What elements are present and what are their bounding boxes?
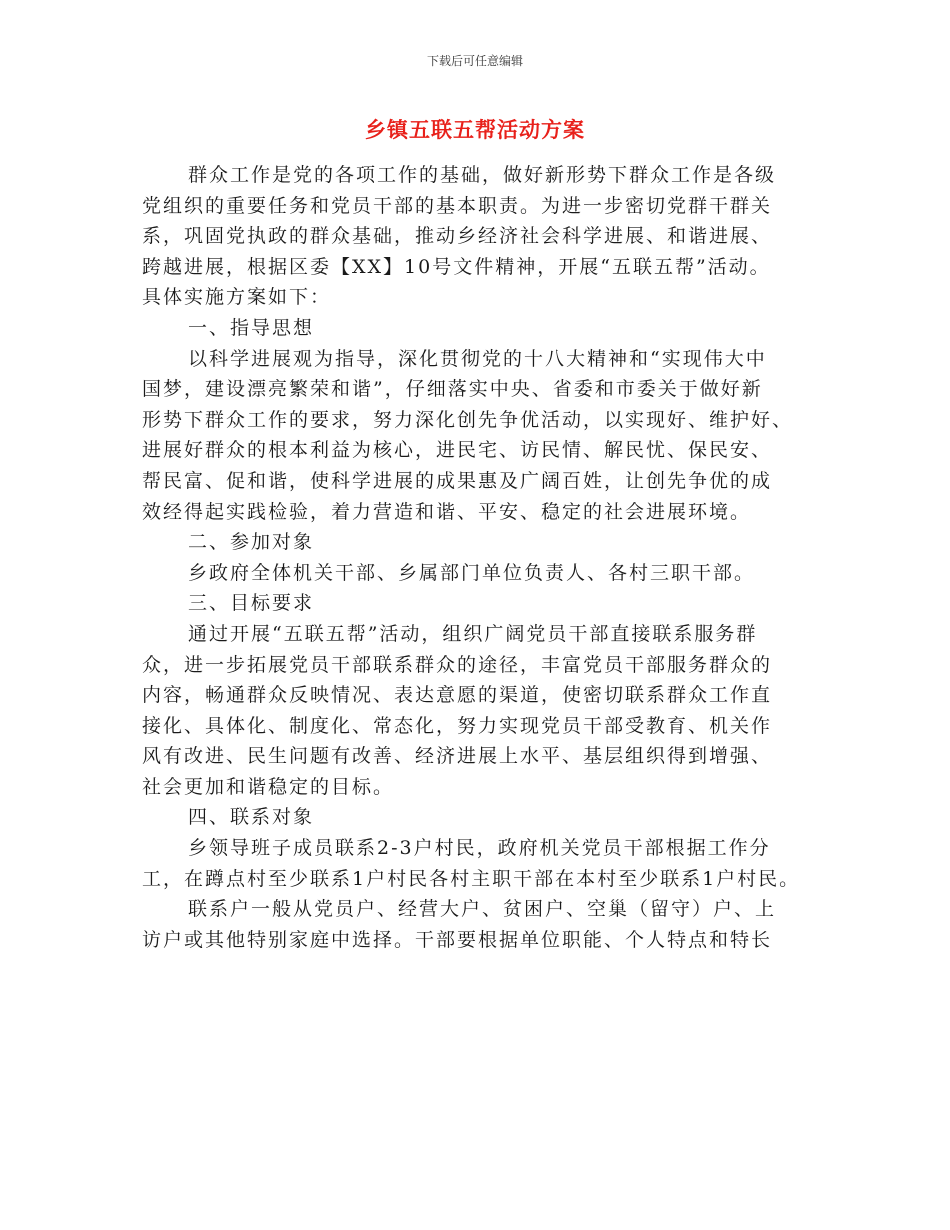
header-note: 下载后可任意编辑 xyxy=(426,54,523,68)
body-line: 跨越进展，根据区委【XX】10号文件精神，开展“五联五帮”活动。 xyxy=(142,255,771,278)
body-line: 访户或其他特别家庭中选择。干部要根据单位职能、个人特点和特长 xyxy=(142,928,773,951)
body-line: 群众工作是党的各项工作的基础，做好新形势下群众工作是各级 xyxy=(188,164,777,186)
body-line: 众，进一步拓展党员干部联系群众的途径，丰富党员干部服务群众的 xyxy=(142,653,773,676)
body-line: 三、目标要求 xyxy=(188,592,315,615)
body-line: 形势下群众工作的要求，努力深化创先争优活动，以实现好、维护好、 xyxy=(142,408,794,431)
body-line: 以科学进展观为指导，深化贯彻党的十八大精神和“实现伟大中 xyxy=(188,347,767,370)
body-line: 工，在蹲点村至少联系1户村民各村主职干部在本村至少联系1户村民。 xyxy=(142,867,801,890)
body-line: 进展好群众的根本利益为核心，进民宅、访民情、解民忧、保民安、 xyxy=(142,439,773,462)
body-line: 党组织的重要任务和党员干部的基本职责。为进一步密切党群干群关 xyxy=(142,194,773,217)
body-line: 乡政府全体机关干部、乡属部门单位负责人、各村三职干部。 xyxy=(188,561,756,584)
body-line: 联系户一般从党员户、经营大户、贫困户、空巢（留守）户、上 xyxy=(188,898,777,921)
body-line: 具体实施方案如下： xyxy=(142,286,332,309)
document-body xyxy=(142,160,822,955)
body-line: 社会更加和谐稳定的目标。 xyxy=(142,775,395,798)
body-line: 二、参加对象 xyxy=(188,531,315,554)
body-line: 乡领导班子成员联系2-3户村民，政府机关党员干部根据工作分 xyxy=(188,837,771,860)
document-title: 乡镇五联五帮活动方案 xyxy=(365,117,585,142)
body-line: 一、指导思想 xyxy=(188,316,315,339)
body-line: 系，巩固党执政的群众基础，推动乡经济社会科学进展、和谐进展、 xyxy=(142,225,773,248)
body-line: 帮民富、促和谐，使科学进展的成果惠及广阔百姓，让创先争优的成 xyxy=(142,469,773,492)
body-line: 四、联系对象 xyxy=(188,806,315,829)
body-line: 通过开展“五联五帮”活动，组织广阔党员干部直接联系服务群 xyxy=(188,622,758,645)
body-line: 效经得起实践检验，着力营造和谐、平安、稳定的社会进展环境。 xyxy=(142,500,752,523)
body-line: 内容，畅通群众反映情况、表达意愿的渠道，使密切联系群众工作直 xyxy=(142,684,773,707)
body-line: 国梦，建设漂亮繁荣和谐”，仔细落实中央、省委和市委关于做好新 xyxy=(142,378,763,401)
body-line: 风有改进、民生问题有改善、经济进展上水平、基层组织得到增强、 xyxy=(142,745,773,768)
body-line: 接化、具体化、制度化、常态化，努力实现党员干部受教育、机关作 xyxy=(142,714,773,737)
